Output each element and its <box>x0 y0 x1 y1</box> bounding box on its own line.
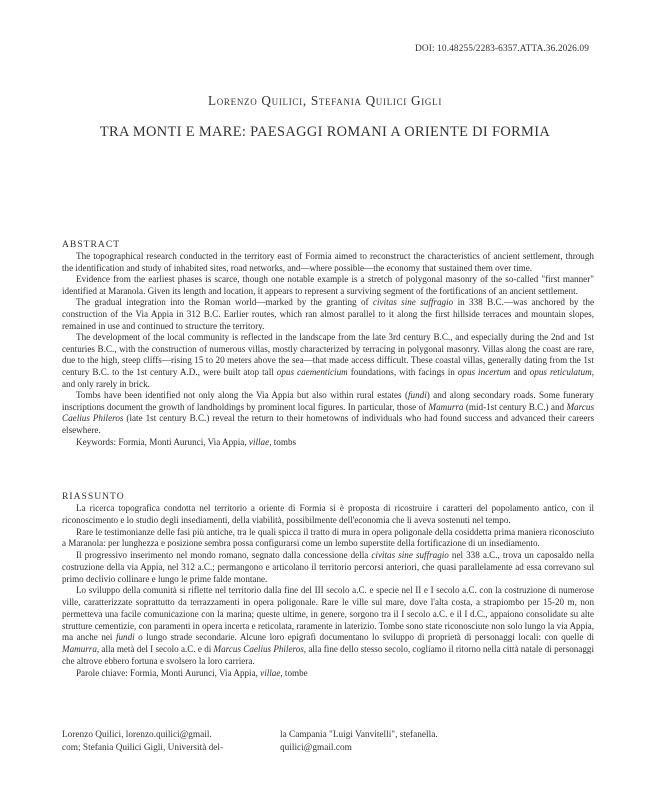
paper-title: TRA MONTI E MARE: PAESAGGI ROMANI A ORIENTE DI FORMIA <box>99 124 551 140</box>
abstract-paragraph-4: The development of the local community is reflected in the landscape from the late 3rd century B.C., and especially during the 2nd and 1st centuries B.C., with the construction of numerous villas, mostly characterized by terracing in polygonal masonry. Villas along the coast are rare, due to the high, steep cliffs—rising 15 to 20 meters above the sea—that made access difficult. These coastal villas, generally dating from the 1st century B.C. to the 1st century A.D., were built atop tall opus caementicium foundations, with facings in opus incertum and opus reticulatum, and only rarely in brick. <box>62 332 594 389</box>
footnote-line: com; Stefania Quilici Gigli, Università del- <box>62 743 224 753</box>
footnote-line: quilici@gmail.com <box>280 743 352 753</box>
riassunto-paragraph-4: Lo sviluppo della comunità si riflette nel territorio dalla fine del III secolo a.C. e specie nel II e I secolo a.C. con la costruzione di numerose ville, caratterizzate soprattutto da terrazzamenti in opera poligonale. Rare le ville sul mare, dove l'alta costa, a strapiombo per 15-20 m, non permetteva una facile comunicazione con la marina; queste ultime, in genere, sorgono tra il I secolo a.C. e il I d.C., appaiono consolidate su alte strutture cementizie, con paramenti in opera incerta e reticolata, raramente in laterizio. Tombe sono state riconosciute non solo lungo la via Appia, ma anche nei fundi o lungo strade secondarie. Alcune loro epigrafi documentano lo sviluppo di proprietà di personaggi locali: con quelle di Mamurra, alla metà del I secolo a.C. e di Marcus Caelius Phileros, alla fine dello stesso secolo, cogliamo il ritorno nella città natale di personaggi che altrove ebbero fortuna e svolsero la loro carriera. <box>62 585 595 666</box>
abstract-paragraph-3: The gradual integration into the Roman world—marked by the granting of civitas sine suffragio in 338 B.C.—was anchored by the construction of the Via Appia in 312 B.C. Earlier routes, which ran almost parallel to it along the first hillside terraces and mountain slopes, remained in use and continued to structure the territory. <box>62 297 594 331</box>
riassunto-paragraph-1: La ricerca topografica condotta nel territorio a oriente di Formia si è proposta di ricostruire i caratteri del popolamento antico, con il riconoscimento e lo studio degli insediamenti, della viabilità, possibilmente dell'economia che li aveva sostenuti nel tempo. <box>62 503 594 525</box>
riassunto-heading: RIASSUNTO <box>62 491 125 502</box>
riassunto-keywords: Parole chiave: Formia, Monti Aurunci, Via Appia, villae, tombe <box>76 667 308 678</box>
riassunto-section <box>62 491 594 679</box>
riassunto-paragraph-3: Il progressivo inserimento nel mondo romano, segnato dalla concessione della civitas sine suffragio nel 338 a.C., trova un caposaldo nella costruzione della via Appia, nel 312 a.C.; permangono e articolano il territorio percorsi anteriori, che quasi parallelamente ad essa correvano sul primo declivio collinare e lungo le prime falde montane. <box>62 550 595 584</box>
doi-label: DOI: 10.48255/2283-6357.ATTA.36.2026.09 <box>415 44 589 54</box>
abstract-heading: ABSTRACT <box>62 239 121 250</box>
abstract-paragraph-5: Tombs have been identified not only along the Via Appia but also within rural estates (fundi) and along secondary roads. Some funerary inscriptions document the growth of landholdings by prominent local figures. In particular, those of Mamurra (mid-1st century B.C.) and Marcus Caelius Phileros (late 1st century B.C.) reveal the return to their hometowns of individuals who had found success and advanced their careers elsewhere. <box>62 390 594 435</box>
footnote-line: Lorenzo Quilici, lorenzo.quilici@gmail. <box>62 730 212 740</box>
abstract-section <box>62 239 594 448</box>
footnote-column-2 <box>280 729 480 755</box>
abstract-keywords: Keywords: Formia, Monti Aurunci, Via Appia, villae, tombs <box>76 436 297 447</box>
author-names: Lorenzo Quilici, Stefania Quilici Gigli <box>207 93 443 108</box>
abstract-paragraph-1: The topographical research conducted in the territory east of Formia aimed to reconstruct the characteristics of ancient settlement, through the identification and study of inhabited sites, road networks, and—where possible—the economy that sustained them over time. <box>62 251 594 273</box>
footnote-line: la Campania "Luigi Vanvitelli", stefanella. <box>280 730 438 740</box>
riassunto-paragraph-2: Rare le testimonianze delle fasi più antiche, tra le quali spicca il tratto di mura in opera poligonale della cosiddetta prima maniera riconosciuto a Maranola: per lunghezza e posizione sembra possa configurarsi come un lembo superstite della fortificazione di un insediamento. <box>62 526 594 549</box>
footnote-column-1 <box>62 729 248 755</box>
abstract-paragraph-2: Evidence from the earliest phases is scarce, though one notable example is a stretch of polygonal masonry of the so-called "first manner" identified at Maranola. Given its length and location, it appears to represent a surviving segment of the fortifications of an ancient settlement. <box>62 274 594 296</box>
